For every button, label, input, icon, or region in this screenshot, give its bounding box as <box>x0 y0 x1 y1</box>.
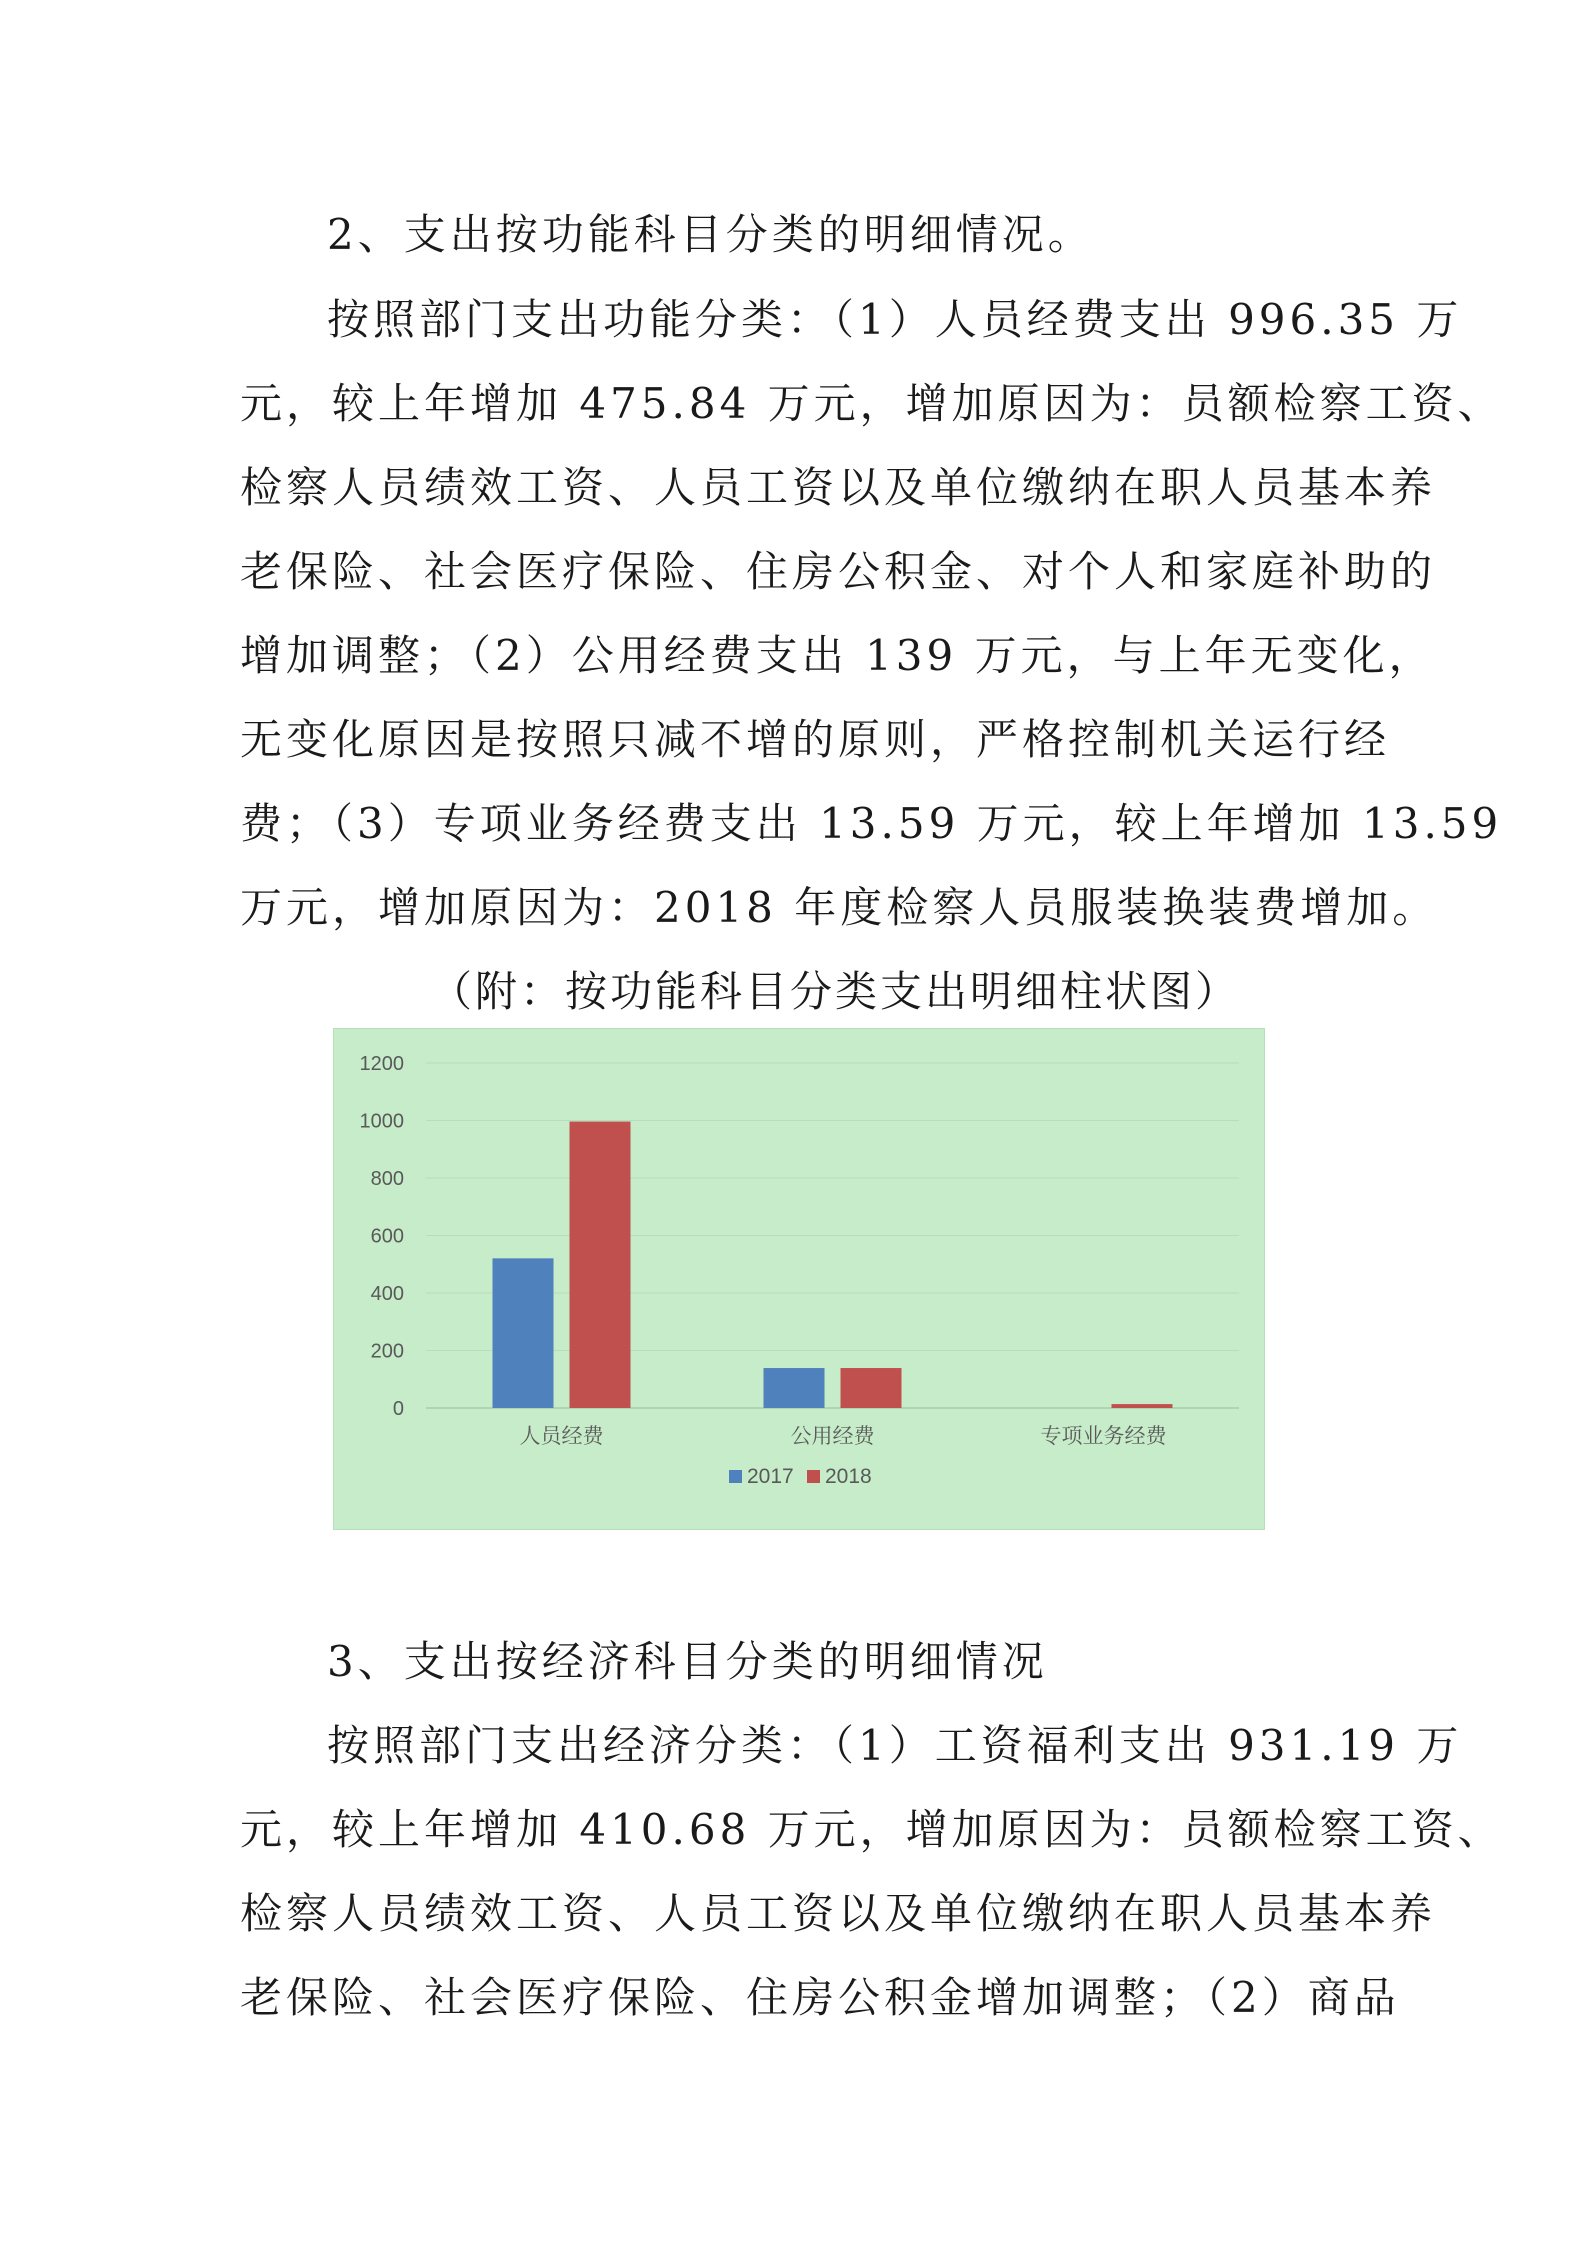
legend-swatch-2017 <box>729 1470 742 1483</box>
bar-2018-1 <box>570 1122 631 1408</box>
section3-line-1: 按照部门支出经济分类：（1）工资福利支出 931.19 万 <box>327 1721 1463 1770</box>
bar-chart <box>333 1028 1265 1530</box>
legend-label-2017: 2017 <box>747 1465 794 1488</box>
bar-chart-svg <box>334 1029 1264 1529</box>
section2-line-8: 万元，增加原因为：2018 年度检察人员服装换装费增加。 <box>240 883 1439 932</box>
section2-line-5: 增加调整；（2）公用经费支出 139 万元，与上年无变化， <box>240 631 1435 680</box>
section2-line-4: 老保险、社会医疗保险、住房公积金、对个人和家庭补助的 <box>240 547 1437 596</box>
legend-swatch-2018 <box>807 1470 820 1483</box>
x-category-label: 公用经费 <box>790 1424 875 1448</box>
y-tick-label: 1000 <box>359 1110 404 1133</box>
section3-line-3: 检察人员绩效工资、人员工资以及单位缴纳在职人员基本养 <box>240 1889 1437 1938</box>
y-tick-label: 0 <box>392 1398 404 1420</box>
y-tick-label: 400 <box>370 1283 404 1305</box>
bar-2017-1 <box>493 1258 554 1408</box>
section2-line-6: 无变化原因是按照只减不增的原则，严格控制机关运行经 <box>240 715 1391 764</box>
section2-heading: 2、支出按功能科目分类的明细情况。 <box>327 210 1094 259</box>
x-category-label: 专项业务经费 <box>1040 1424 1167 1448</box>
section2-line-3: 检察人员绩效工资、人员工资以及单位缴纳在职人员基本养 <box>240 463 1437 512</box>
y-tick-label: 600 <box>370 1225 404 1248</box>
legend-label-2018: 2018 <box>825 1465 872 1488</box>
y-tick-label: 800 <box>370 1168 404 1190</box>
section2-line-1: 按照部门支出功能分类：（1）人员经费支出 996.35 万 <box>327 295 1463 344</box>
x-category-label: 人员经费 <box>519 1424 604 1448</box>
section3-heading: 3、支出按经济科目分类的明细情况 <box>327 1637 1048 1686</box>
section2-line-7: 费；（3）专项业务经费支出 13.59 万元，较上年增加 13.59 <box>240 799 1503 848</box>
bar-2018-3 <box>1112 1404 1173 1408</box>
section3-line-4: 老保险、社会医疗保险、住房公积金增加调整；（2）商品 <box>240 1973 1400 2022</box>
y-tick-label: 1200 <box>359 1053 404 1075</box>
bar-2017-2 <box>764 1368 825 1408</box>
y-tick-label: 200 <box>370 1340 404 1363</box>
bar-2018-2 <box>841 1368 902 1408</box>
section3-line-2: 元，较上年增加 410.68 万元，增加原因为：员额检察工资、 <box>240 1805 1504 1854</box>
section2-line-2: 元，较上年增加 475.84 万元，增加原因为：员额检察工资、 <box>240 379 1504 428</box>
chart-caption: （附：按功能科目分类支出明细柱状图） <box>430 967 1241 1016</box>
